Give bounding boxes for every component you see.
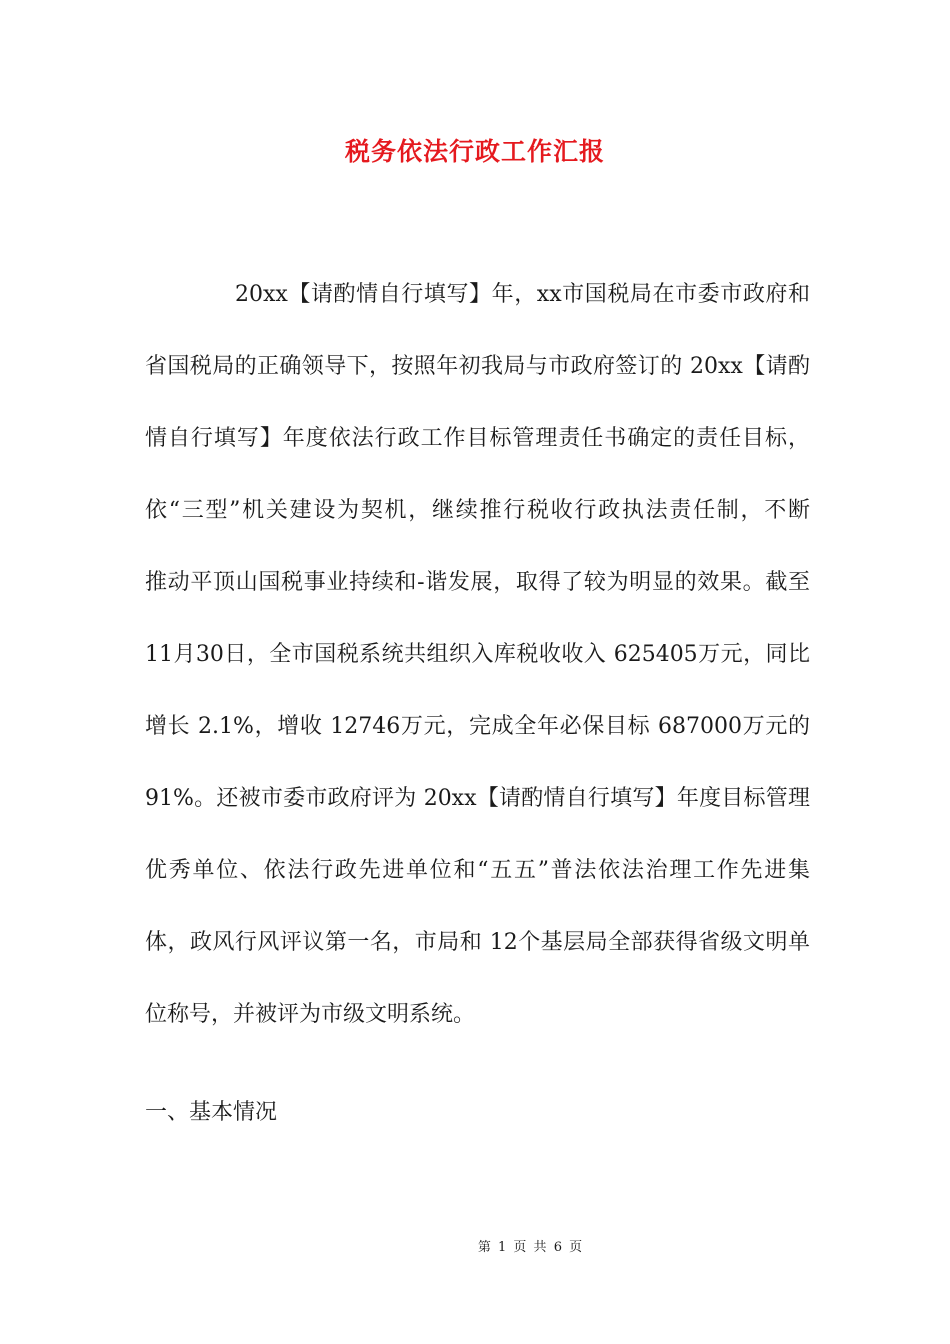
paragraph-line: 优秀单位、依法行政先进单位和“五五”普法依法治理工作先进集 — [145, 858, 810, 883]
paragraph-line: 位称号，并被评为市级文明系统。 — [145, 1002, 476, 1027]
paragraph-line: 依“三型”机关建设为契机，继续推行税收行政执法责任制，不断 — [145, 498, 810, 523]
paragraph-line: 体，政风行风评议第一名，市局和 12个基层局全部获得省级文明单 — [145, 930, 810, 955]
paragraph-line: 11月30日，全市国税系统共组织入库税收收入 625405万元，同比 — [145, 642, 810, 667]
paragraph-line: 省国税局的正确领导下，按照年初我局与市政府签订的 20xx【请酌 — [145, 354, 810, 379]
paragraph-line: 情自行填写】年度依法行政工作目标管理责任书确定的责任目标， — [145, 426, 810, 451]
document-title: 税务依法行政工作汇报 — [344, 137, 605, 166]
paragraph-line: 91%。还被市委市政府评为 20xx【请酌情自行填写】年度目标管理 — [145, 786, 810, 811]
page-footer: 第 1 页 共 6 页 — [477, 1240, 583, 1255]
paragraph-line: 20xx【请酌情自行填写】年，xx市国税局在市委市政府和 — [235, 282, 810, 307]
paragraph-line: 增长 2.1%，增收 12746万元，完成全年必保目标 687000万元的 — [145, 714, 810, 739]
section-heading: 一、基本情况 — [145, 1100, 278, 1125]
paragraph-line: 推动平顶山国税事业持续和-谐发展，取得了较为明显的效果。截至 — [145, 570, 810, 595]
